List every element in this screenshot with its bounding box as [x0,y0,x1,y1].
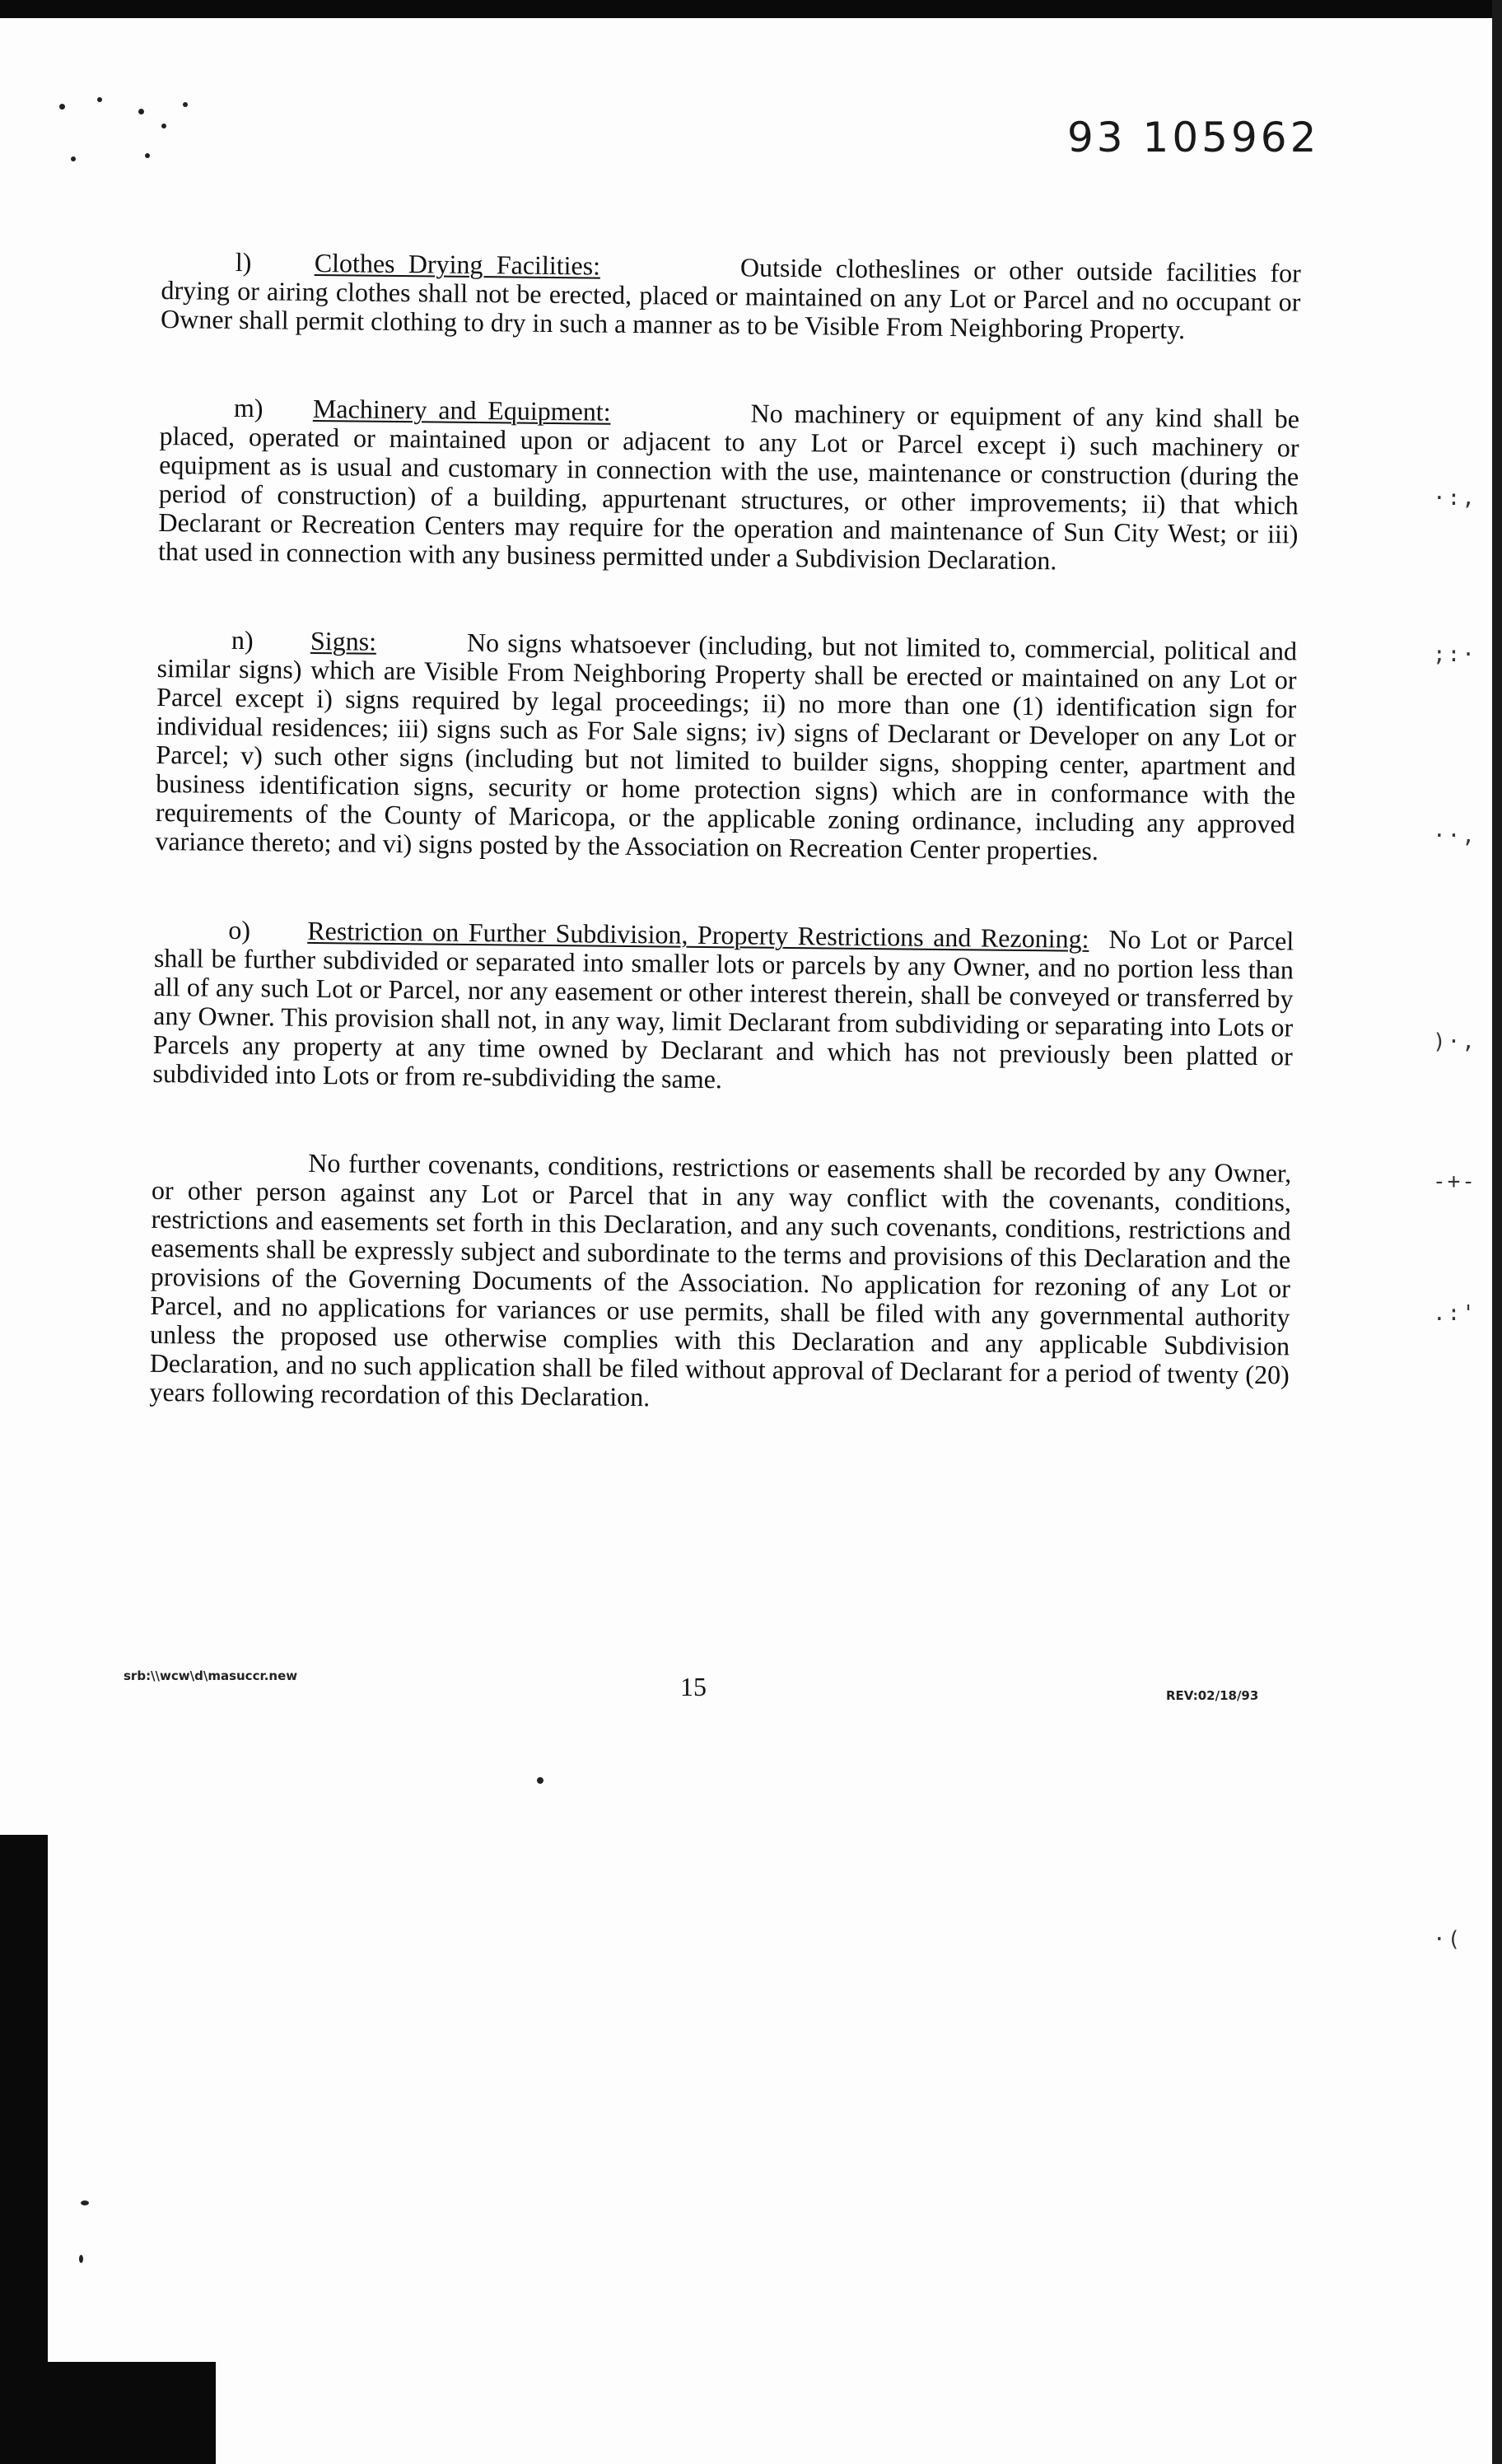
section-heading: Clothes Drying Facilities: [314,247,601,281]
document-number: 93 105962 [1067,114,1320,161]
scan-speck [183,102,188,107]
section-body: No Lot or Parcel shall be further subdivided or separated into smaller lots or parcels by any Owner, and no portion less than all of any such Lot or Parcel, nor any easement or other interest therein, shall be conveyed or transferred by any Owner. This provision shall not, in any way, limit Declarant from subdividing or separating into Lots or Parcels any property at any time owned by Declarant and which has not previously been platted or subdivided into Lots or from re-subdividing the same. [152,924,1294,1094]
closing-body: No further covenants, conditions, restrictions or easements shall be recorded by any Owner, or other person against any Lot or Parcel that in any way conflict with the covenants, conditions, restrictions and easements set forth in this Declaration, and any such covenants, conditions, restrictions and easements shall be expressly subject and subordinate to the terms and provisions of this Declaration and the provisions of the Governing Documents of the Association. No application for rezoning of any Lot or Parcel, and no applications for variances or use permits, shall be filed with any governmental authority unless the proposed use otherwise complies with this Declaration and any applicable Subdivision Declaration, and no such application shall be filed without approval of Declarant for a period of twenty (20) years following recordation of this Declaration. [149,1147,1292,1412]
scan-speck [81,2200,89,2205]
scan-border-right [1492,0,1502,2464]
section-o [152,915,1294,1099]
scan-edge-noise: .:' [1433,1301,1476,1326]
section-l [161,247,1301,345]
section-n [155,625,1297,867]
footer-file-path: srb:\\wcw\d\masuccr.new [124,1668,298,1683]
scan-edge-noise: -+- [1433,1169,1476,1194]
section-body: Outside clotheslines or other outside facilities for drying or airing clothes shall not be erected, placed or maintained on any Lot or Parcel and no occupant or Owner shall permit clothing to dry in such a manner as to be Visible From Neighboring Property. [160,252,1301,345]
scan-edge-noise: ·:‚ [1433,486,1476,511]
scan-speck [71,156,76,161]
section-letter: l) [235,246,252,278]
scan-speck [97,97,102,102]
scan-speck [145,153,150,158]
section-heading: Restriction on Further Subdivision, Property Restrictions and Rezoning: [307,915,1089,954]
section-heading: Signs: [310,625,377,656]
scan-speck [138,109,144,114]
section-body: No machinery or equipment of any kind shall be placed, operated or maintained upon or adjacent to any Lot or Parcel except i) such machinery or equipment as is usual and customary in connection with the use, maintenance or construction (during the period of construction) of a building, appurtenant structures, or other improvements; ii) that which Declarant or Recreation Centers may require for the operation and maintenance of Sun City West; or iii) that used in connection with any business permitted under a Subdivision Declaration. [157,398,1300,576]
section-body: No signs whatsoever (including, but not limited to, commercial, political and similar signs) which are Visible From Neighboring Property shall be erected or maintained on any Lot or Parcel except i) signs required by legal proceedings; ii) no more than one (1) identification sign for individual residences; iii) signs such as For Sale signs; iv) signs of Declarant or Developer on any Lot or Parcel; v) such other signs (including but not limited to builder signs, shopping center, apartment and business identification signs, security or home protection signs) which are in conformance with the requirements of the County of Maricopa, or the applicable zoning ordinance, including any approved variance thereto; and vi) signs posted by the Association on Recreation Center properties. [155,627,1298,866]
scan-speck [537,1777,543,1784]
scan-speck [79,2255,83,2263]
section-letter: o) [228,914,251,945]
scan-speck [59,104,65,110]
scan-border-bottom-corner [0,2362,216,2464]
footer-revision: REV:02/18/93 [1166,1688,1259,1703]
page-number: 15 [680,1672,707,1701]
scan-edge-noise: ;:· [1433,642,1476,667]
scan-edge-noise: ··, [1433,824,1476,848]
section-letter: m) [233,392,264,423]
section-m [158,393,1299,577]
section-letter: n) [231,624,254,656]
scan-speck [161,124,166,128]
scan-border-top [0,0,1502,18]
section-heading: Machinery and Equipment: [312,393,611,427]
closing-paragraph [149,1147,1291,1418]
declaration-body [149,247,1301,1418]
scan-edge-noise: )·, [1433,1029,1476,1054]
scan-edge-noise: ·( [1433,1927,1462,1952]
